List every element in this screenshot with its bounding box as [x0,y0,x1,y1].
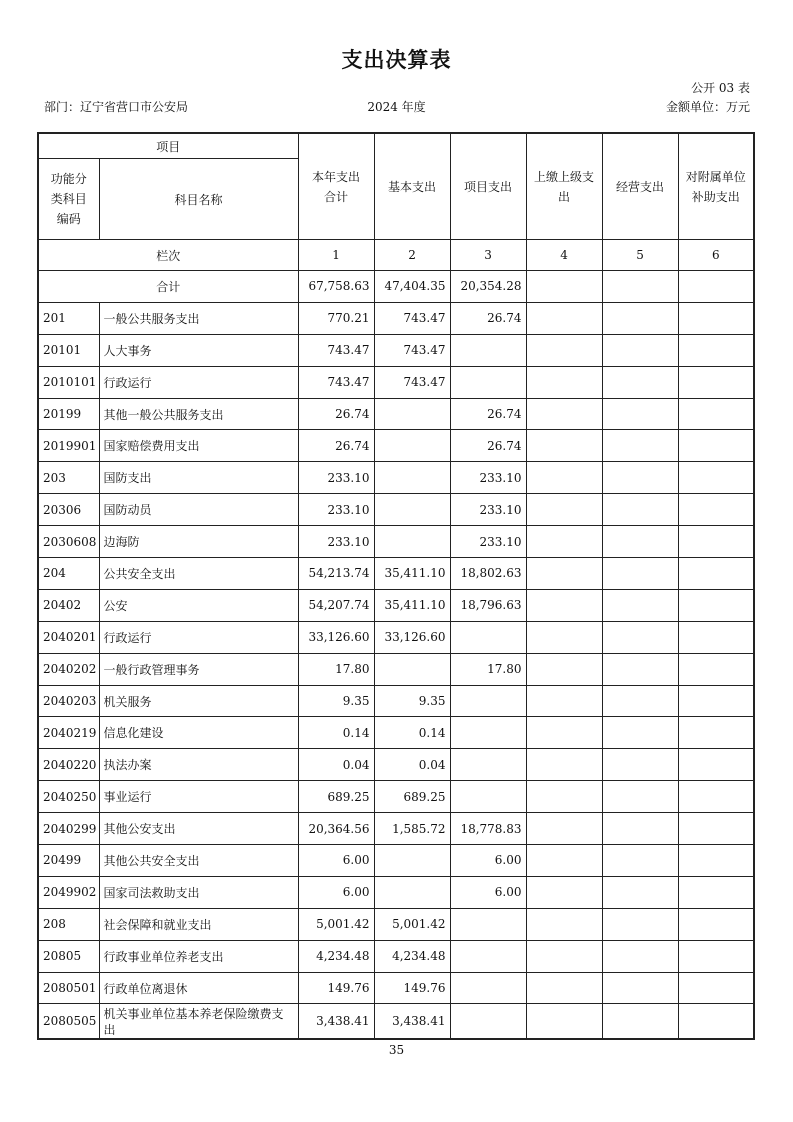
cell-remit [526,302,602,334]
cell-subsidy [678,972,754,1004]
cell-subsidy [678,589,754,621]
cell-project: 17.80 [450,653,526,685]
cell-business [602,685,678,717]
cell-project: 26.74 [450,430,526,462]
cell-total: 17.80 [298,653,374,685]
cell-business [602,876,678,908]
cell-business [602,462,678,494]
header-row-project [38,133,754,159]
cell-subsidy [678,430,754,462]
cell-code: 2040202 [38,653,99,685]
cell-basic [374,494,450,526]
cell-business [602,940,678,972]
cell-remit [526,876,602,908]
col-index-3: 3 [450,240,526,271]
cell-basic: 743.47 [374,366,450,398]
cell-total: 6.00 [298,876,374,908]
cell-code: 2040203 [38,685,99,717]
cell-code: 2040250 [38,781,99,813]
cell-business [602,526,678,558]
header-project: 项目 [38,133,298,159]
cell-basic: 743.47 [374,302,450,334]
cell-remit [526,589,602,621]
cell-business [602,653,678,685]
header-subsidy: 对附属单位补助支出 [678,133,754,240]
header-project-exp: 项目支出 [450,133,526,240]
cell-project [450,685,526,717]
cell-code: 2030608 [38,526,99,558]
cell-remit [526,621,602,653]
table-row [38,462,754,494]
cell-remit [526,813,602,845]
col-index-5: 5 [602,240,678,271]
cell-name: 其他一般公共服务支出 [99,398,298,430]
cell-subsidy [678,749,754,781]
total-row [38,271,754,303]
cell-business [602,494,678,526]
page-title: 支出决算表 [341,48,452,72]
cell-remit [526,940,602,972]
table-row [38,940,754,972]
cell-remit [526,1004,602,1040]
cell-subsidy [678,494,754,526]
cell-business [602,430,678,462]
total-basic: 47,404.35 [374,271,450,303]
cell-basic: 5,001.42 [374,908,450,940]
cell-remit [526,334,602,366]
cell-project [450,940,526,972]
cell-name: 机关事业单位基本养老保险缴费支出 [99,1004,298,1040]
cell-total: 20,364.56 [298,813,374,845]
cell-business [602,398,678,430]
cell-code: 2049902 [38,876,99,908]
cell-code: 20805 [38,940,99,972]
cell-remit [526,398,602,430]
cell-remit [526,494,602,526]
cell-basic [374,653,450,685]
table-row [38,1004,754,1040]
header-business: 经营支出 [602,133,678,240]
cell-basic [374,430,450,462]
cell-project: 26.74 [450,398,526,430]
cell-subsidy [678,398,754,430]
cell-name: 国家司法救助支出 [99,876,298,908]
cell-subsidy [678,526,754,558]
cell-subsidy [678,302,754,334]
table-row [38,589,754,621]
cell-total: 233.10 [298,494,374,526]
cell-subsidy [678,781,754,813]
cell-remit [526,430,602,462]
cell-business [602,621,678,653]
cell-basic: 4,234.48 [374,940,450,972]
cell-total: 6.00 [298,845,374,877]
cell-business [602,1004,678,1040]
cell-basic: 0.04 [374,749,450,781]
fiscal-year: 2024 年度 [367,100,426,114]
cell-basic [374,462,450,494]
cell-business [602,334,678,366]
cell-business [602,972,678,1004]
table-row [38,717,754,749]
table-row [38,526,754,558]
cell-project [450,1004,526,1040]
cell-business [602,781,678,813]
cell-remit [526,462,602,494]
total-remit [526,271,602,303]
cell-name: 机关服务 [99,685,298,717]
cell-name: 执法办案 [99,749,298,781]
cell-total: 5,001.42 [298,908,374,940]
cell-business [602,366,678,398]
cell-total: 26.74 [298,430,374,462]
cell-basic: 9.35 [374,685,450,717]
cell-business [602,589,678,621]
header-func-code: 功能分类科目编码 [38,159,99,240]
cell-code: 204 [38,558,99,590]
table-row [38,749,754,781]
table-row [38,621,754,653]
cell-subsidy [678,462,754,494]
cell-remit [526,908,602,940]
cell-remit [526,526,602,558]
table-row [38,876,754,908]
table-row [38,653,754,685]
header-index-label: 栏次 [38,240,298,271]
cell-project: 6.00 [450,845,526,877]
col-index-6: 6 [678,240,754,271]
cell-basic [374,845,450,877]
col-index-1: 1 [298,240,374,271]
cell-basic: 3,438.41 [374,1004,450,1040]
cell-subsidy [678,908,754,940]
cell-total: 743.47 [298,334,374,366]
header-basic: 基本支出 [374,133,450,240]
cell-project: 18,796.63 [450,589,526,621]
cell-name: 边海防 [99,526,298,558]
cell-name: 人大事务 [99,334,298,366]
cell-subsidy [678,334,754,366]
cell-remit [526,685,602,717]
cell-name: 其他公共安全支出 [99,845,298,877]
form-number: 公开 03 表 [691,81,750,95]
cell-code: 20402 [38,589,99,621]
cell-business [602,813,678,845]
cell-project: 26.74 [450,302,526,334]
table-row [38,972,754,1004]
cell-code: 2040299 [38,813,99,845]
cell-subsidy [678,621,754,653]
page-number: 35 [388,1043,405,1057]
table-row [38,845,754,877]
cell-code: 2040201 [38,621,99,653]
total-label: 合计 [38,271,298,303]
cell-project [450,334,526,366]
table-row [38,813,754,845]
cell-code: 2080501 [38,972,99,1004]
cell-project: 6.00 [450,876,526,908]
cell-basic: 33,126.60 [374,621,450,653]
cell-total: 26.74 [298,398,374,430]
cell-code: 2040219 [38,717,99,749]
cell-code: 2080505 [38,1004,99,1040]
cell-basic: 689.25 [374,781,450,813]
cell-project [450,972,526,1004]
cell-total: 689.25 [298,781,374,813]
cell-business [602,717,678,749]
header-row-index [38,240,754,271]
cell-project [450,908,526,940]
cell-name: 一般公共服务支出 [99,302,298,334]
total-project: 20,354.28 [450,271,526,303]
cell-name: 公共安全支出 [99,558,298,590]
col-index-4: 4 [526,240,602,271]
cell-code: 20306 [38,494,99,526]
cell-subsidy [678,813,754,845]
table-row [38,334,754,366]
cell-subsidy [678,653,754,685]
cell-subsidy [678,1004,754,1040]
cell-code: 203 [38,462,99,494]
cell-basic: 743.47 [374,334,450,366]
cell-subsidy [678,558,754,590]
cell-business [602,749,678,781]
cell-code: 2019901 [38,430,99,462]
cell-project: 233.10 [450,494,526,526]
cell-subsidy [678,685,754,717]
cell-code: 20101 [38,334,99,366]
cell-business [602,302,678,334]
cell-business [602,558,678,590]
cell-remit [526,781,602,813]
expenditure-table [37,132,755,1040]
cell-name: 行政单位离退休 [99,972,298,1004]
cell-business [602,845,678,877]
cell-name: 行政运行 [99,366,298,398]
cell-total: 0.14 [298,717,374,749]
cell-project: 18,778.83 [450,813,526,845]
table-row [38,494,754,526]
cell-name: 国防动员 [99,494,298,526]
cell-name: 公安 [99,589,298,621]
cell-basic: 35,411.10 [374,589,450,621]
cell-name: 事业运行 [99,781,298,813]
cell-code: 20199 [38,398,99,430]
cell-business [602,908,678,940]
cell-total: 149.76 [298,972,374,1004]
cell-basic [374,526,450,558]
cell-project: 233.10 [450,462,526,494]
cell-total: 54,207.74 [298,589,374,621]
department-label: 部门：辽宁省营口市公安局 [44,100,189,114]
cell-name: 行政事业单位养老支出 [99,940,298,972]
table-row [38,366,754,398]
cell-remit [526,972,602,1004]
cell-name: 信息化建设 [99,717,298,749]
header-remit: 上缴上级支出 [526,133,602,240]
cell-subsidy [678,366,754,398]
col-index-2: 2 [374,240,450,271]
cell-code: 201 [38,302,99,334]
table-row [38,908,754,940]
table-row [38,430,754,462]
table-row [38,685,754,717]
cell-subsidy [678,876,754,908]
cell-name: 社会保障和就业支出 [99,908,298,940]
amount-unit: 金额单位：万元 [665,100,750,114]
cell-code: 20499 [38,845,99,877]
total-total: 67,758.63 [298,271,374,303]
cell-total: 3,438.41 [298,1004,374,1040]
cell-code: 2010101 [38,366,99,398]
cell-basic: 35,411.10 [374,558,450,590]
cell-project: 18,802.63 [450,558,526,590]
cell-total: 33,126.60 [298,621,374,653]
cell-subsidy [678,940,754,972]
cell-name: 国家赔偿费用支出 [99,430,298,462]
cell-project [450,366,526,398]
cell-remit [526,366,602,398]
cell-remit [526,558,602,590]
table-row [38,302,754,334]
header-total: 本年支出合计 [298,133,374,240]
total-business [602,271,678,303]
cell-code: 208 [38,908,99,940]
header-subject-name: 科目名称 [99,159,298,240]
cell-remit [526,653,602,685]
cell-project [450,717,526,749]
cell-basic: 149.76 [374,972,450,1004]
cell-project [450,781,526,813]
cell-total: 54,213.74 [298,558,374,590]
cell-total: 233.10 [298,462,374,494]
cell-remit [526,749,602,781]
cell-project: 233.10 [450,526,526,558]
cell-project [450,621,526,653]
cell-total: 743.47 [298,366,374,398]
cell-name: 一般行政管理事务 [99,653,298,685]
cell-basic [374,398,450,430]
cell-subsidy [678,845,754,877]
cell-code: 2040220 [38,749,99,781]
cell-subsidy [678,717,754,749]
cell-name: 其他公安支出 [99,813,298,845]
cell-total: 770.21 [298,302,374,334]
cell-remit [526,845,602,877]
cell-total: 233.10 [298,526,374,558]
cell-name: 国防支出 [99,462,298,494]
cell-project [450,749,526,781]
cell-total: 0.04 [298,749,374,781]
cell-total: 4,234.48 [298,940,374,972]
cell-name: 行政运行 [99,621,298,653]
cell-basic: 0.14 [374,717,450,749]
table-row [38,398,754,430]
cell-basic [374,876,450,908]
cell-basic: 1,585.72 [374,813,450,845]
cell-remit [526,717,602,749]
cell-total: 9.35 [298,685,374,717]
total-subsidy [678,271,754,303]
table-row [38,558,754,590]
table-row [38,781,754,813]
